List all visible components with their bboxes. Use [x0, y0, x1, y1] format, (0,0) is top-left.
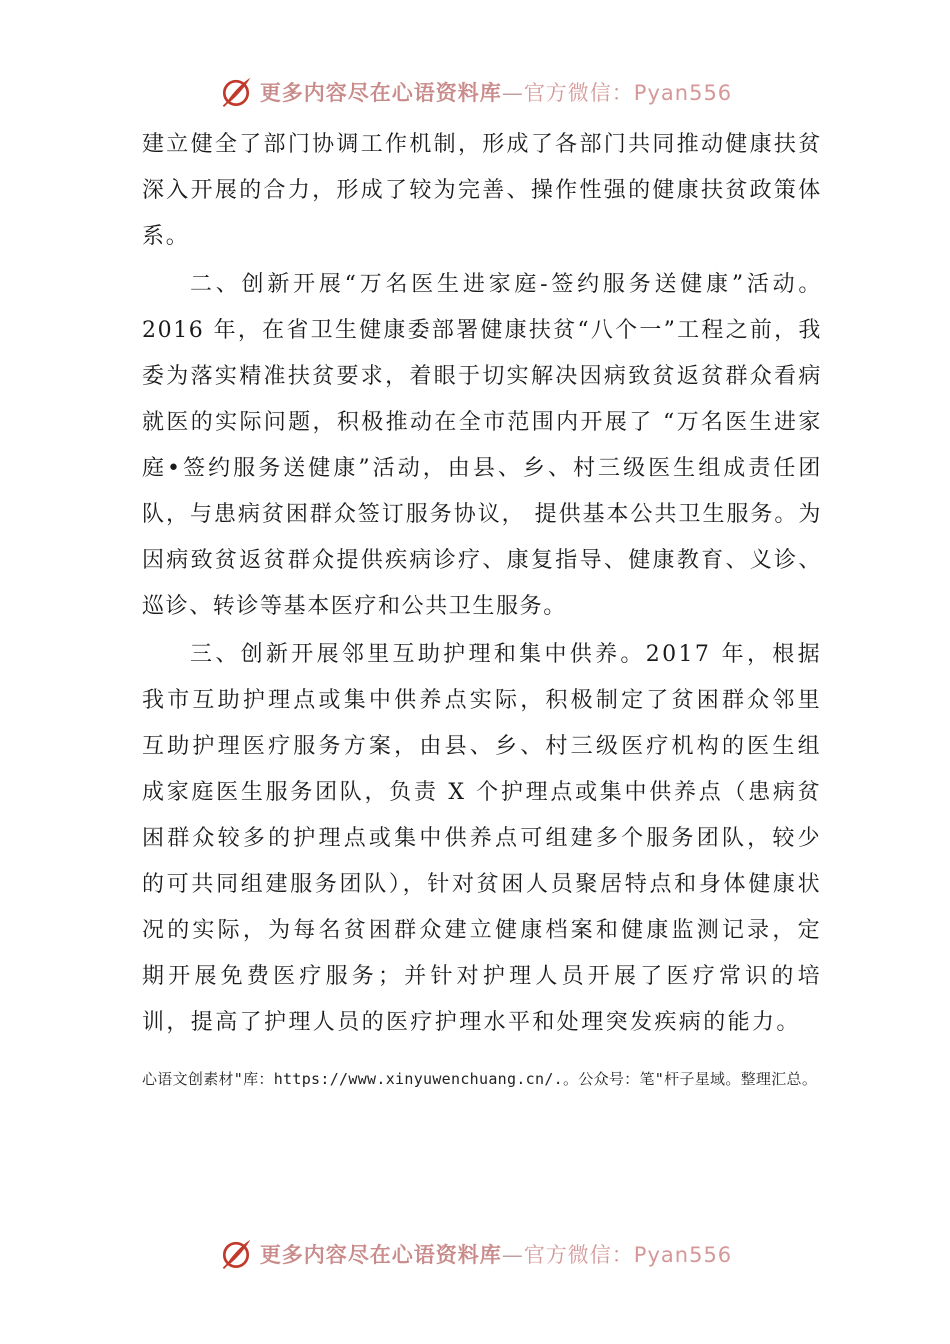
footer-banner — [0, 1234, 950, 1274]
header-banner — [0, 72, 950, 112]
source-note: 心语文创素材"库：https://www.xinyuwenchuang.cn/.。公众号：笔"杆子星域。整理汇总。 — [142, 1070, 818, 1088]
quill-logo-icon — [218, 1236, 254, 1272]
paragraph-1: 建立健全了部门协调工作机制，形成了各部门共同推动健康扶贫深入开展的合力，形成了较为完善、操作性强的健康扶贫政策体系。 — [142, 132, 822, 249]
paragraph-2: 二、创新开展“万名医生进家庭-签约服务送健康”活动。2016 年，在省卫生健康委部署健康扶贫“八个一”工程之前，我委为落实精准扶贫要求，着眼于切实解决因病致贫返贫群众看病就医的实际问题，积极推动在全市范围内开展了 “万名医生进家庭•签约服务送健康”活动，由县、乡、村三级医生组成责任团队，与患病贫困群众签订服务协议， 提供基本公共卫生服务。为因病致贫返贫群众提供疾病诊疗、康复指导、健康教育、义诊、巡诊、转诊等基本医疗和公共卫生服务。 — [142, 272, 822, 619]
paragraph-3: 三、创新开展邻里互助护理和集中供养。2017 年，根据我市互助护理点或集中供养点实际，积极制定了贫困群众邻里互助护理医疗服务方案，由县、乡、村三级医疗机构的医生组成家庭医生服务团队，负责 X 个护理点或集中供养点（患病贫困群众较多的护理点或集中供养点可组建多个服务团队，较少的可共同组建服务团队），针对贫困人员聚居特点和身体健康状况的实际，为每名贫困群众建立健康档案和健康监测记录，定期开展免费医疗服务；并针对护理人员开展了医疗常识的培训，提高了护理人员的医疗护理水平和处理突发疾病的能力。 — [142, 642, 822, 1035]
quill-logo-icon — [218, 74, 254, 110]
header-banner-text: 更多内容尽在心语资料库—官方微信：Pyan556 — [259, 81, 733, 105]
footer-banner-text: 更多内容尽在心语资料库—官方微信：Pyan556 — [259, 1243, 733, 1267]
document-body — [142, 122, 822, 1046]
